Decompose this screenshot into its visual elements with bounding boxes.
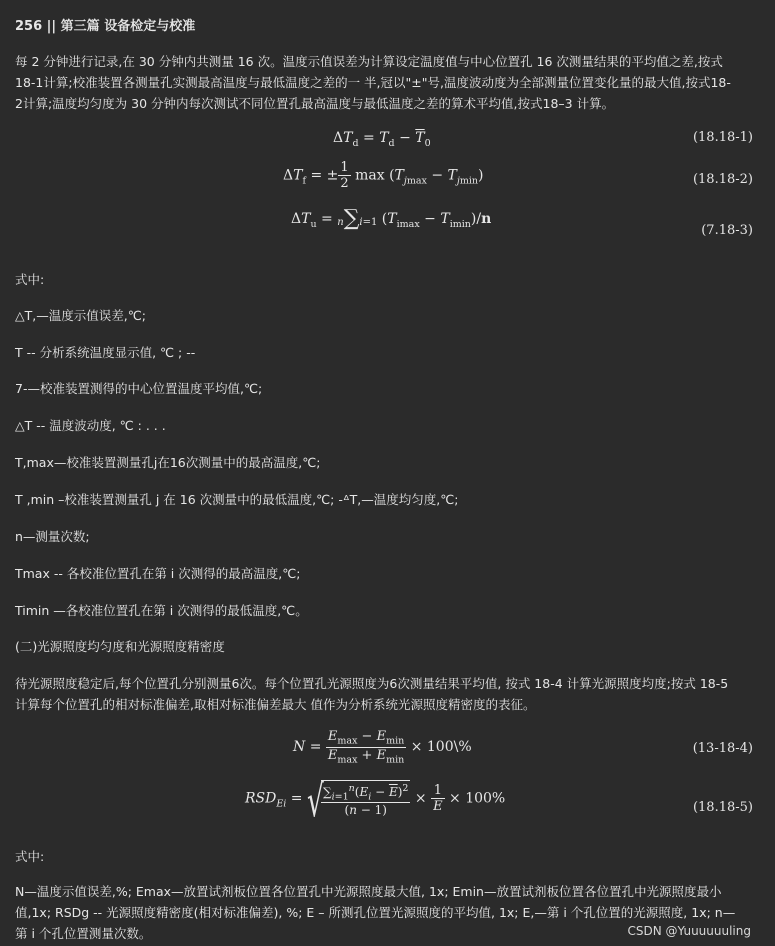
section-heading: (二)光源照度均匀度和光源照度精密度 — [15, 639, 225, 654]
equation-formula: $\Delta T_u = n\sum i=1$ $(T_{imax} - T_{imin})/n$ — [291, 206, 492, 231]
definition-line: Timin —各校准位置孔在第 i 次测得的最低温度,℃。 — [15, 603, 308, 618]
equation-formula: $\Delta T_f$ = ± $\frac{1}{2}$ $\max (T_{jmax} - T_{jmin})$ — [283, 160, 484, 191]
final-line-1: N—温度示值误差,%; Emax—放置试剂板位置各位置孔中光源照度最大值, 1x; Emin—放置试剂板位置各位置孔中光源照度最小 — [15, 884, 722, 899]
equation-number: (18.18-2) — [692, 172, 753, 187]
para2-line-1: 待光源照度稳定后,每个位置孔分别测量6次。每个位置孔光源照度为6次测量结果平均值, 按式 18-4 计算光源照度均度;按式 18-5 — [15, 676, 729, 691]
where-label: 式中: — [15, 272, 45, 287]
final-line-2: 值,1x; RSDg -- 光源照度精密度(相对标准偏差), %; E – 所测孔位置光源照度的平均值, 1x; E,—第 i 个孔位置的光源照度, 1x; n— — [15, 905, 736, 920]
equation-formula: N = $\frac{E_{max} - E_{min}}{E_{max} + E_{min}}$ × 100\% — [293, 729, 472, 766]
definition-line: T -- 分析系统温度显示值, ℃ ; -- — [15, 345, 196, 360]
equation-number: (18.18-1) — [692, 130, 753, 145]
definition-line: △T,—温度示值误差,℃; — [15, 308, 146, 323]
where-label: 式中: — [15, 849, 45, 864]
intro-paragraph-line-1: 每 2 分钟进行记录,在 30 分钟内共测量 16 次。温度示值误差为计算设定温度值与中心位置孔 16 次测量结果的平均值之差,按式 — [15, 54, 723, 69]
para2-line-2: 计算每个位置孔的相对标准偏差,取相对标准偏差最大 值作为分析系统光源照度精密度的表征。 — [15, 697, 536, 712]
equation-formula: $\Delta T_d = T_d - \overline{T}_0$ — [333, 130, 431, 149]
definition-line: T ,min –校准装置测量孔 j 在 16 次测量中的最低温度,℃; -ᐞT,—温度均匀度,℃; — [15, 492, 459, 507]
final-line-3: 第 i 个孔位置测量次数。 — [15, 926, 152, 941]
watermark: CSDN @Yuuuuuuling — [627, 924, 751, 938]
definition-line: T,max—校准装置测量孔j在16次测量中的最高温度,℃; — [15, 455, 321, 470]
equation-formula: $RSD_{Ei}$ = √ $\frac{\sum_{i=1}^n(E_i - \overline{E})^2}{(n - 1)}$ × $\frac{1}{E}$ × 100% — [245, 776, 506, 827]
definition-line: △T -- 温度波动度, ℃ : . . . — [15, 418, 166, 433]
equation-number: (7.18-3) — [701, 223, 753, 238]
equation-number: (18.18-5) — [692, 800, 753, 815]
page-header: 256 || 第三篇 设备检定与校准 — [15, 19, 196, 34]
equation-number: (13-18-4) — [692, 741, 753, 756]
intro-paragraph-line-3: 2计算;温度均匀度为 30 分钟内每次测试不同位置孔最高温度与最低温度之差的算术平均值,按式18–3 计算。 — [15, 96, 615, 111]
intro-paragraph-line-2: 18-1计算;校准装置各测量孔实测最高温度与最低温度之差的一 半,冠以"±"号,温度波动度为全部测量位置变化量的最大值,按式18- — [15, 75, 731, 90]
definition-line: 7-—校准装置测得的中心位置温度平均值,℃; — [15, 381, 263, 396]
definition-line: Tmax -- 各校准位置孔在第 i 次测得的最高温度,℃; — [15, 566, 301, 581]
definition-line: n—测量次数; — [15, 529, 90, 544]
